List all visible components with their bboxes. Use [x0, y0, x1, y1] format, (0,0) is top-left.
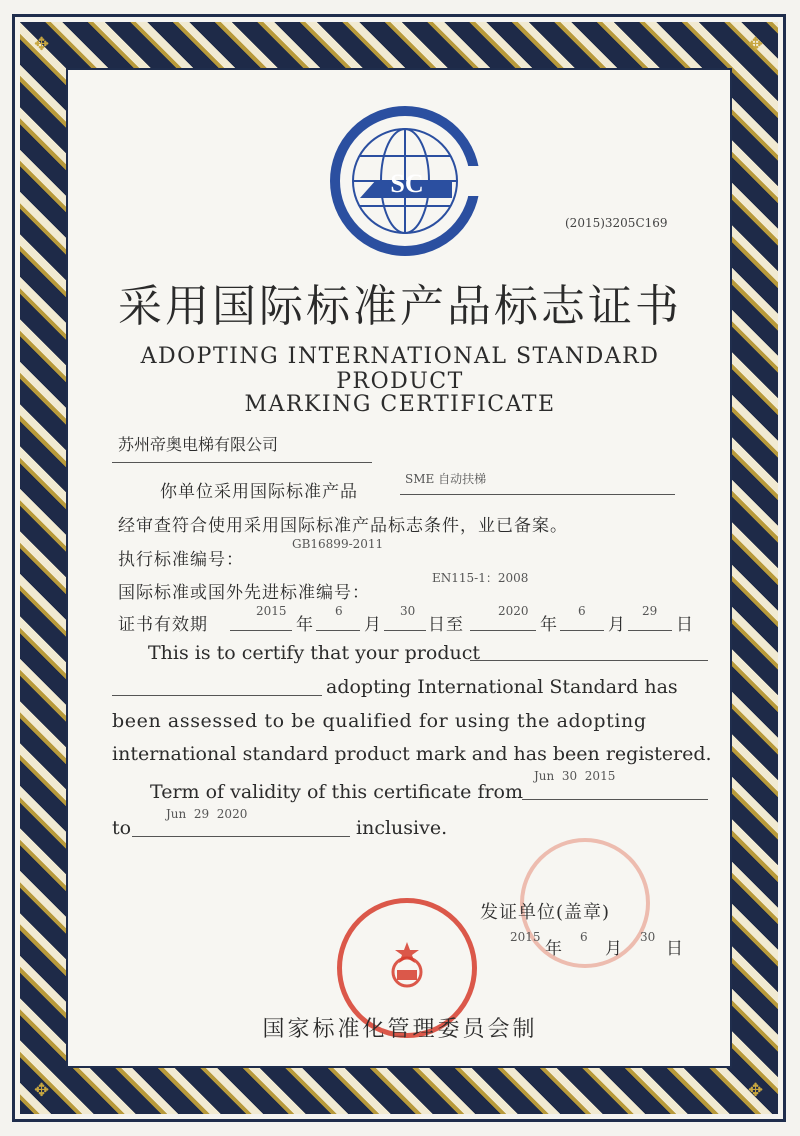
- english-to-date: Jun 29 2020: [166, 807, 248, 821]
- issue-month-char: 月: [605, 939, 623, 959]
- validity-underline: [316, 630, 360, 631]
- english-line4: international standard product mark and has been registered.: [112, 743, 712, 765]
- year-char: 年: [296, 615, 314, 635]
- english-line1: This is to certify that your product: [148, 642, 481, 664]
- validity-underline: [560, 630, 604, 631]
- english-line2: adopting International Standard has: [326, 676, 678, 698]
- validity-underline: [230, 630, 292, 631]
- review-statement: 经审查符合使用采用国际标准产品标志条件，业已备案。: [118, 516, 568, 536]
- english-to-label: to: [112, 817, 132, 839]
- intl-standard-value: EN115-1：2008: [432, 571, 529, 585]
- day-char: 日: [676, 615, 694, 635]
- exec-standard-label: 执行标准编号：: [118, 550, 244, 570]
- issue-year-char: 年: [545, 939, 563, 959]
- national-emblem-icon: [382, 940, 432, 992]
- validity-underline: [628, 630, 672, 631]
- product-underline: [400, 494, 675, 495]
- issuer-label: 发证单位(盖章): [480, 902, 611, 923]
- company-name: 苏州帝奥电梯有限公司: [118, 435, 279, 454]
- certificate-number: (2015)3205C169: [565, 216, 668, 230]
- year-char: 年: [540, 615, 558, 635]
- corner-ornament-icon: ✥: [748, 1080, 764, 1101]
- to-char: 日至: [428, 615, 464, 635]
- svg-text:SC: SC: [390, 169, 424, 198]
- validity-to-year: 2020: [498, 604, 529, 618]
- validity-underline: [384, 630, 426, 631]
- title-english-line1: ADOPTING INTERNATIONAL STANDARD PRODUCT: [140, 344, 660, 394]
- exec-standard-value: GB16899-2011: [292, 537, 384, 551]
- validity-from-day: 30: [400, 604, 416, 618]
- validity-from-year: 2015: [256, 604, 287, 618]
- english-line5: Term of validity of this certificate from: [150, 781, 524, 803]
- corner-ornament-icon: ✥: [748, 34, 764, 55]
- validity-to-day: 29: [642, 604, 658, 618]
- title-chinese: 采用国际标准产品标志证书: [118, 281, 682, 332]
- product-name: SME 自动扶梯: [405, 472, 487, 486]
- product-prefix: 你单位采用国际标准产品: [160, 482, 358, 502]
- english-underline: [522, 799, 708, 800]
- validity-underline: [470, 630, 536, 631]
- month-char: 月: [608, 615, 626, 635]
- corner-ornament-icon: ✥: [34, 34, 50, 55]
- csc-globe-logo-icon: [330, 106, 480, 256]
- english-from-date: Jun 30 2015: [534, 769, 616, 783]
- english-underline: [132, 836, 350, 837]
- title-english-line2: MARKING CERTIFICATE: [244, 392, 556, 417]
- english-inclusive: inclusive.: [356, 817, 448, 839]
- english-underline: [470, 660, 708, 661]
- english-underline: [112, 695, 322, 696]
- month-char: 月: [364, 615, 382, 635]
- issue-day: 30: [640, 930, 656, 944]
- validity-to-month: 6: [578, 604, 586, 618]
- issue-day-char: 日: [666, 939, 684, 959]
- company-underline: [112, 462, 372, 463]
- english-line3: been assessed to be qualified for using the adopting: [112, 710, 647, 732]
- corner-ornament-icon: ✥: [34, 1080, 50, 1101]
- issue-year: 2015: [510, 930, 541, 944]
- intl-standard-label: 国际标准或国外先进标准编号：: [118, 583, 370, 603]
- validity-from-month: 6: [335, 604, 343, 618]
- issuing-organization: 国家标准化管理委员会制: [262, 1017, 538, 1042]
- issue-month: 6: [580, 930, 588, 944]
- validity-label: 证书有效期: [118, 615, 208, 635]
